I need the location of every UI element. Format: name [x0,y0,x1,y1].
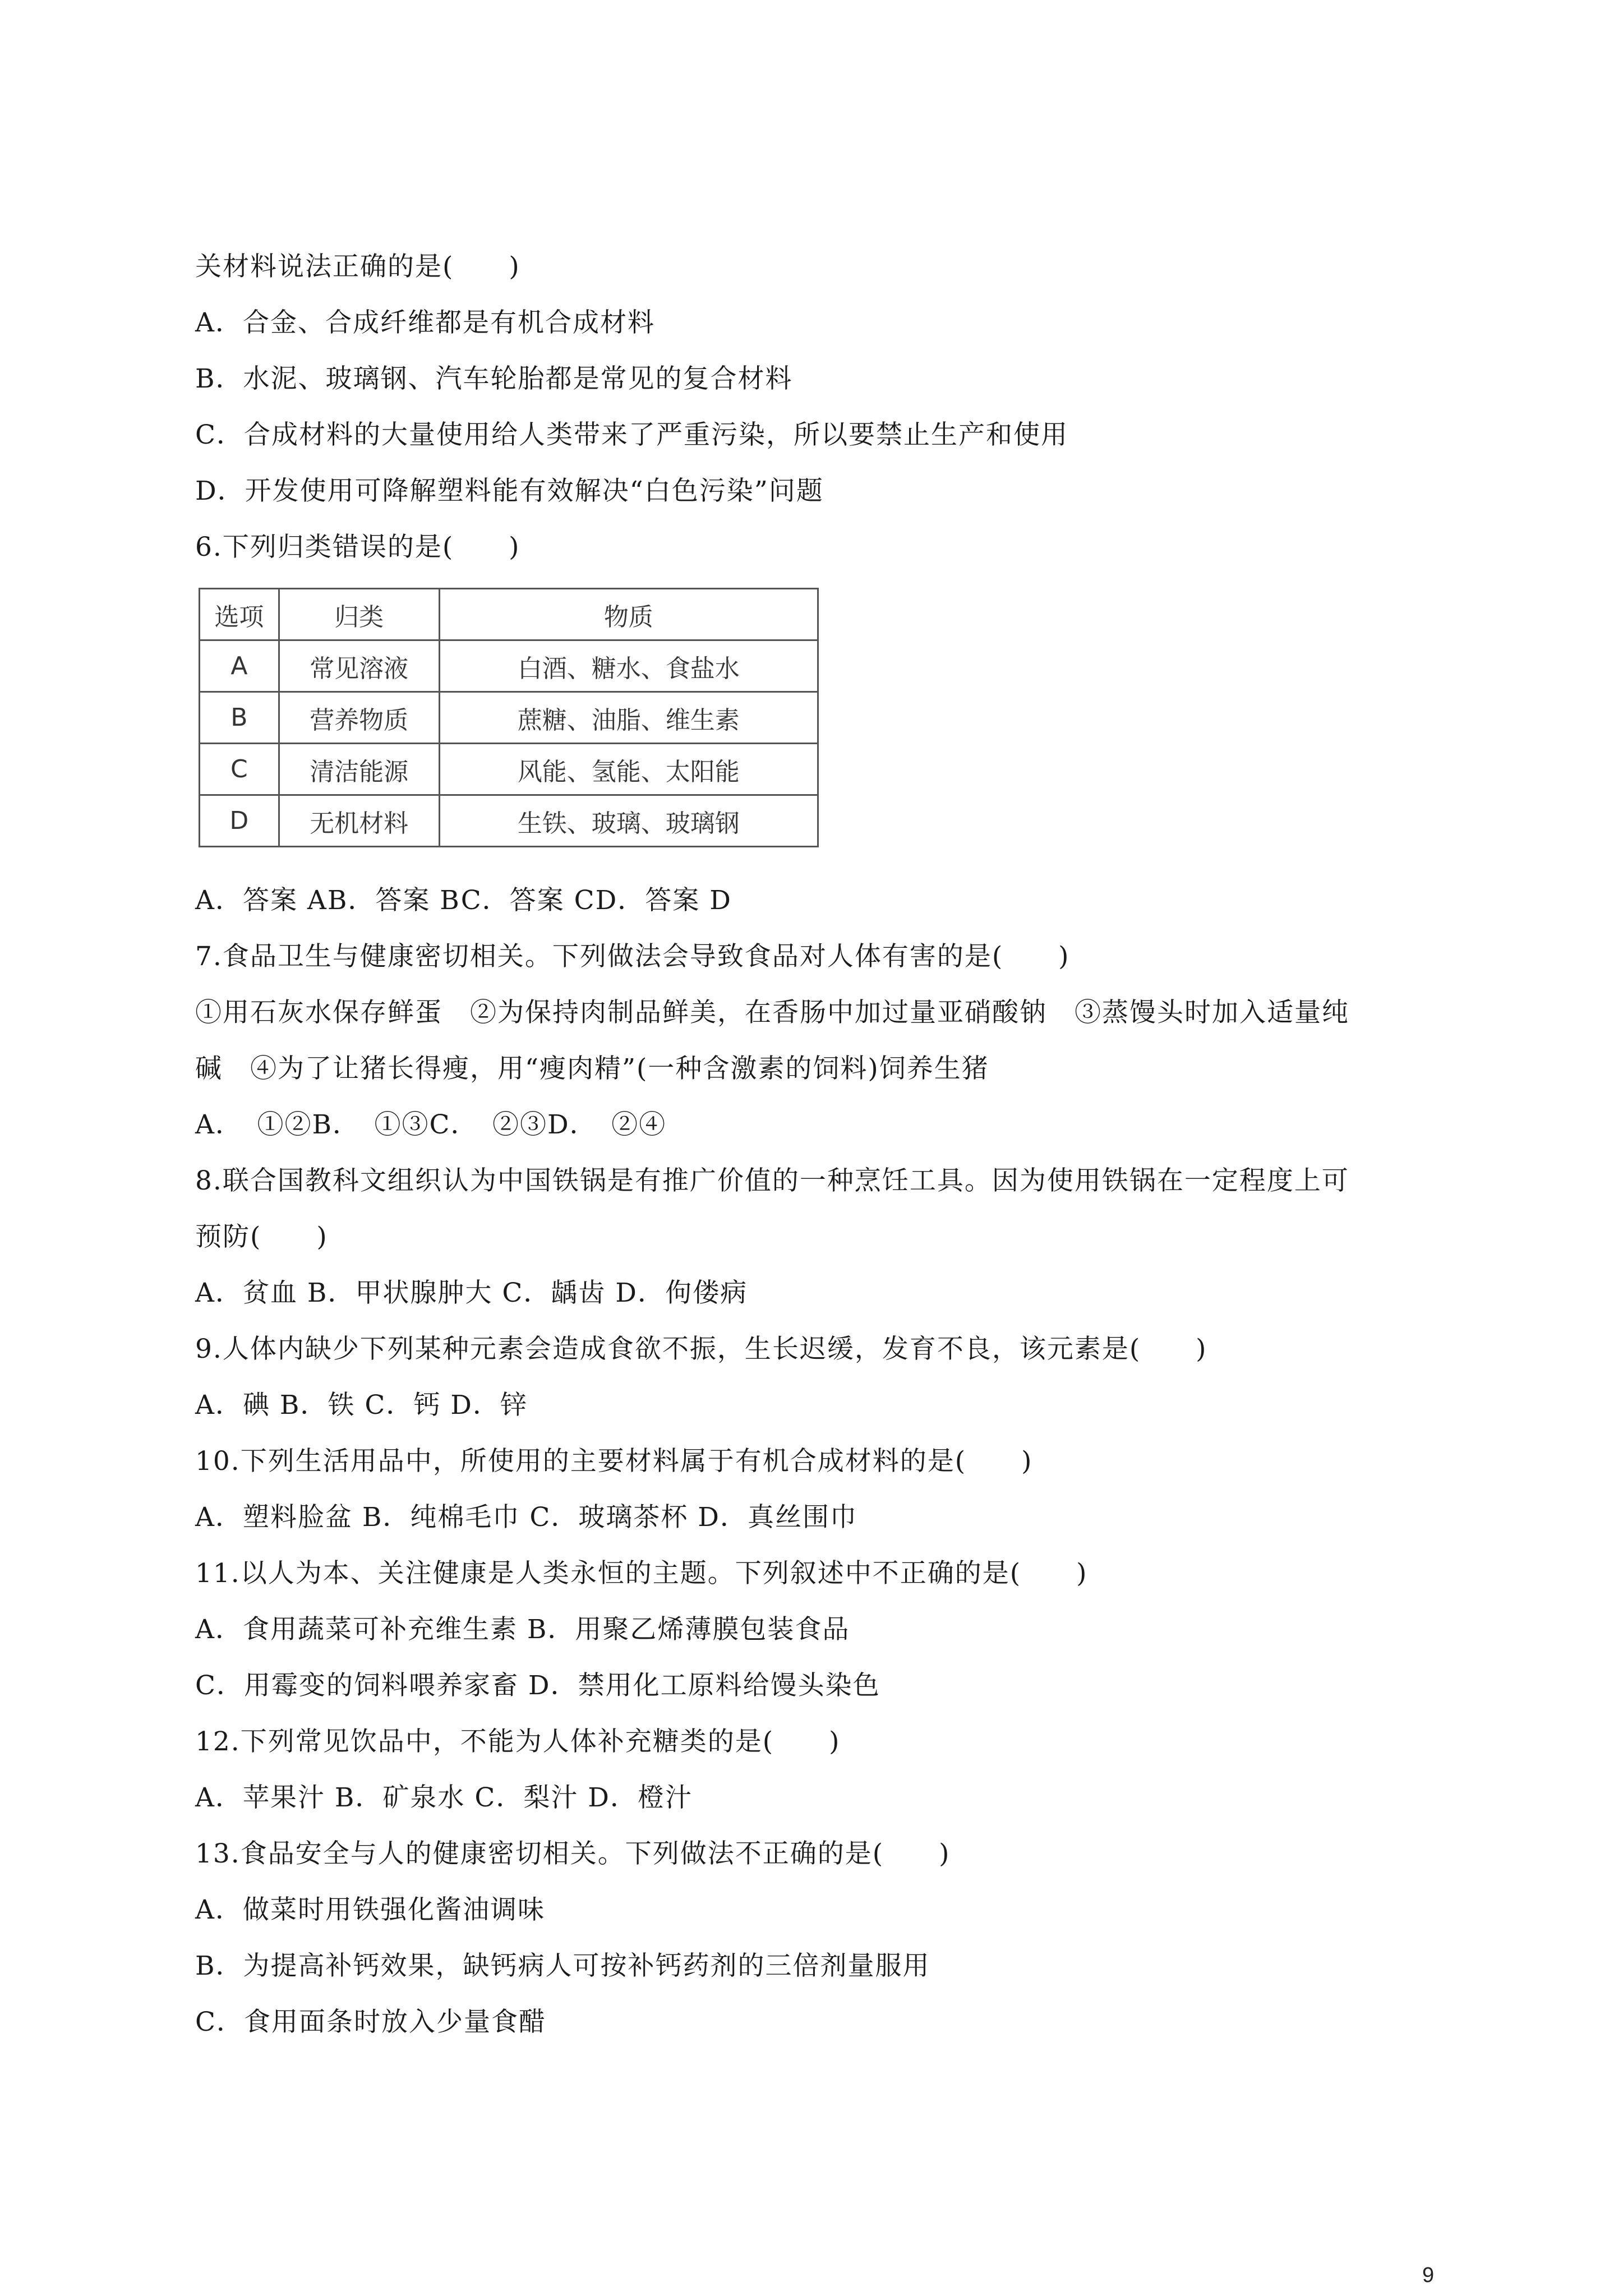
page-number: 9 [1422,2263,1435,2287]
table-header: 归类 [279,589,439,640]
question-8: 8.联合国教科文组织认为中国铁锅是有推广价值的一种烹饪工具。因为使用铁锅在一定程度上可 [195,1165,1349,1196]
text-line: A． ①②B． ①③C． ②③D． ②④ [195,1109,667,1140]
question-6: 6.下列归类错误的是( ) [195,532,520,563]
table-cell: C [200,744,279,795]
text-line: A．答案 AB．答案 BC．答案 CD．答案 D [195,885,732,916]
text-line: A．碘 B．铁 C．钙 D．锌 [195,1390,528,1421]
text-line: 碱 ④为了让猪长得瘦，用“瘦肉精”(一种含激素的饲料)饲养生猪 [195,1053,989,1084]
text-line: A．塑料脸盆 B．纯棉毛巾 C．玻璃茶杯 D．真丝围巾 [195,1502,857,1533]
table-cell: 白酒、糖水、食盐水 [439,640,818,692]
text-line: C．用霉变的饲料喂养家畜 D．禁用化工原料给馒头染色 [195,1670,880,1701]
text-line: B．水泥、玻璃钢、汽车轮胎都是常见的复合材料 [195,363,793,394]
table-cell: 清洁能源 [279,744,439,795]
table-cell: 蔗糖、油脂、维生素 [439,692,818,744]
table-cell: D [200,795,279,847]
question-13: 13.食品安全与人的健康密切相关。下列做法不正确的是( ) [195,1838,951,1869]
classification-table [199,588,819,847]
text-line: A．食用蔬菜可补充维生素 B．用聚乙烯薄膜包装食品 [195,1614,850,1645]
text-line: A．做菜时用铁强化酱油调味 [195,1894,545,1925]
table-header: 物质 [439,589,818,640]
table-row [200,640,818,692]
table-row [200,795,818,847]
table-cell: 无机材料 [279,795,439,847]
text-line: D．开发使用可降解塑料能有效解决“白色污染”问题 [195,476,824,506]
text-line: 关材料说法正确的是( ) [195,251,520,282]
table-header: 选项 [200,589,279,640]
question-7: 7.食品卫生与健康密切相关。下列做法会导致食品对人体有害的是( ) [195,941,1070,972]
question-10: 10.下列生活用品中，所使用的主要材料属于有机合成材料的是( ) [195,1446,1033,1477]
table-row [200,744,818,795]
table-cell: 生铁、玻璃、玻璃钢 [439,795,818,847]
text-line: C．合成材料的大量使用给人类带来了严重污染，所以要禁止生产和使用 [195,419,1068,450]
table-cell: B [200,692,279,744]
question-9: 9.人体内缺少下列某种元素会造成食欲不振，生长迟缓，发育不良，该元素是( ) [195,1334,1207,1364]
text-line: A．贫血 B．甲状腺肿大 C．龋齿 D．佝偻病 [195,1278,748,1308]
text-line: ①用石灰水保存鲜蛋 ②为保持肉制品鲜美，在香肠中加过量亚硝酸钠 ③蒸馒头时加入适量纯 [195,997,1349,1028]
table-cell: 常见溶液 [279,640,439,692]
question-12: 12.下列常见饮品中，不能为人体补充糖类的是( ) [195,1726,841,1757]
table-header-row [200,589,818,640]
text-line: A．合金、合成纤维都是有机合成材料 [195,307,655,338]
question-11: 11.以人为本、关注健康是人类永恒的主题。下列叙述中不正确的是( ) [195,1558,1088,1589]
text-line: 预防( ) [195,1221,328,1252]
text-line: C．食用面条时放入少量食醋 [195,2007,546,2037]
text-line: B．为提高补钙效果，缺钙病人可按补钙药剂的三倍剂量服用 [195,1951,930,1981]
table-cell: 营养物质 [279,692,439,744]
table-row [200,692,818,744]
table-cell: A [200,640,279,692]
text-line: A．苹果汁 B．矿泉水 C．梨汁 D．橙汁 [195,1782,693,1813]
table-cell: 风能、氢能、太阳能 [439,744,818,795]
